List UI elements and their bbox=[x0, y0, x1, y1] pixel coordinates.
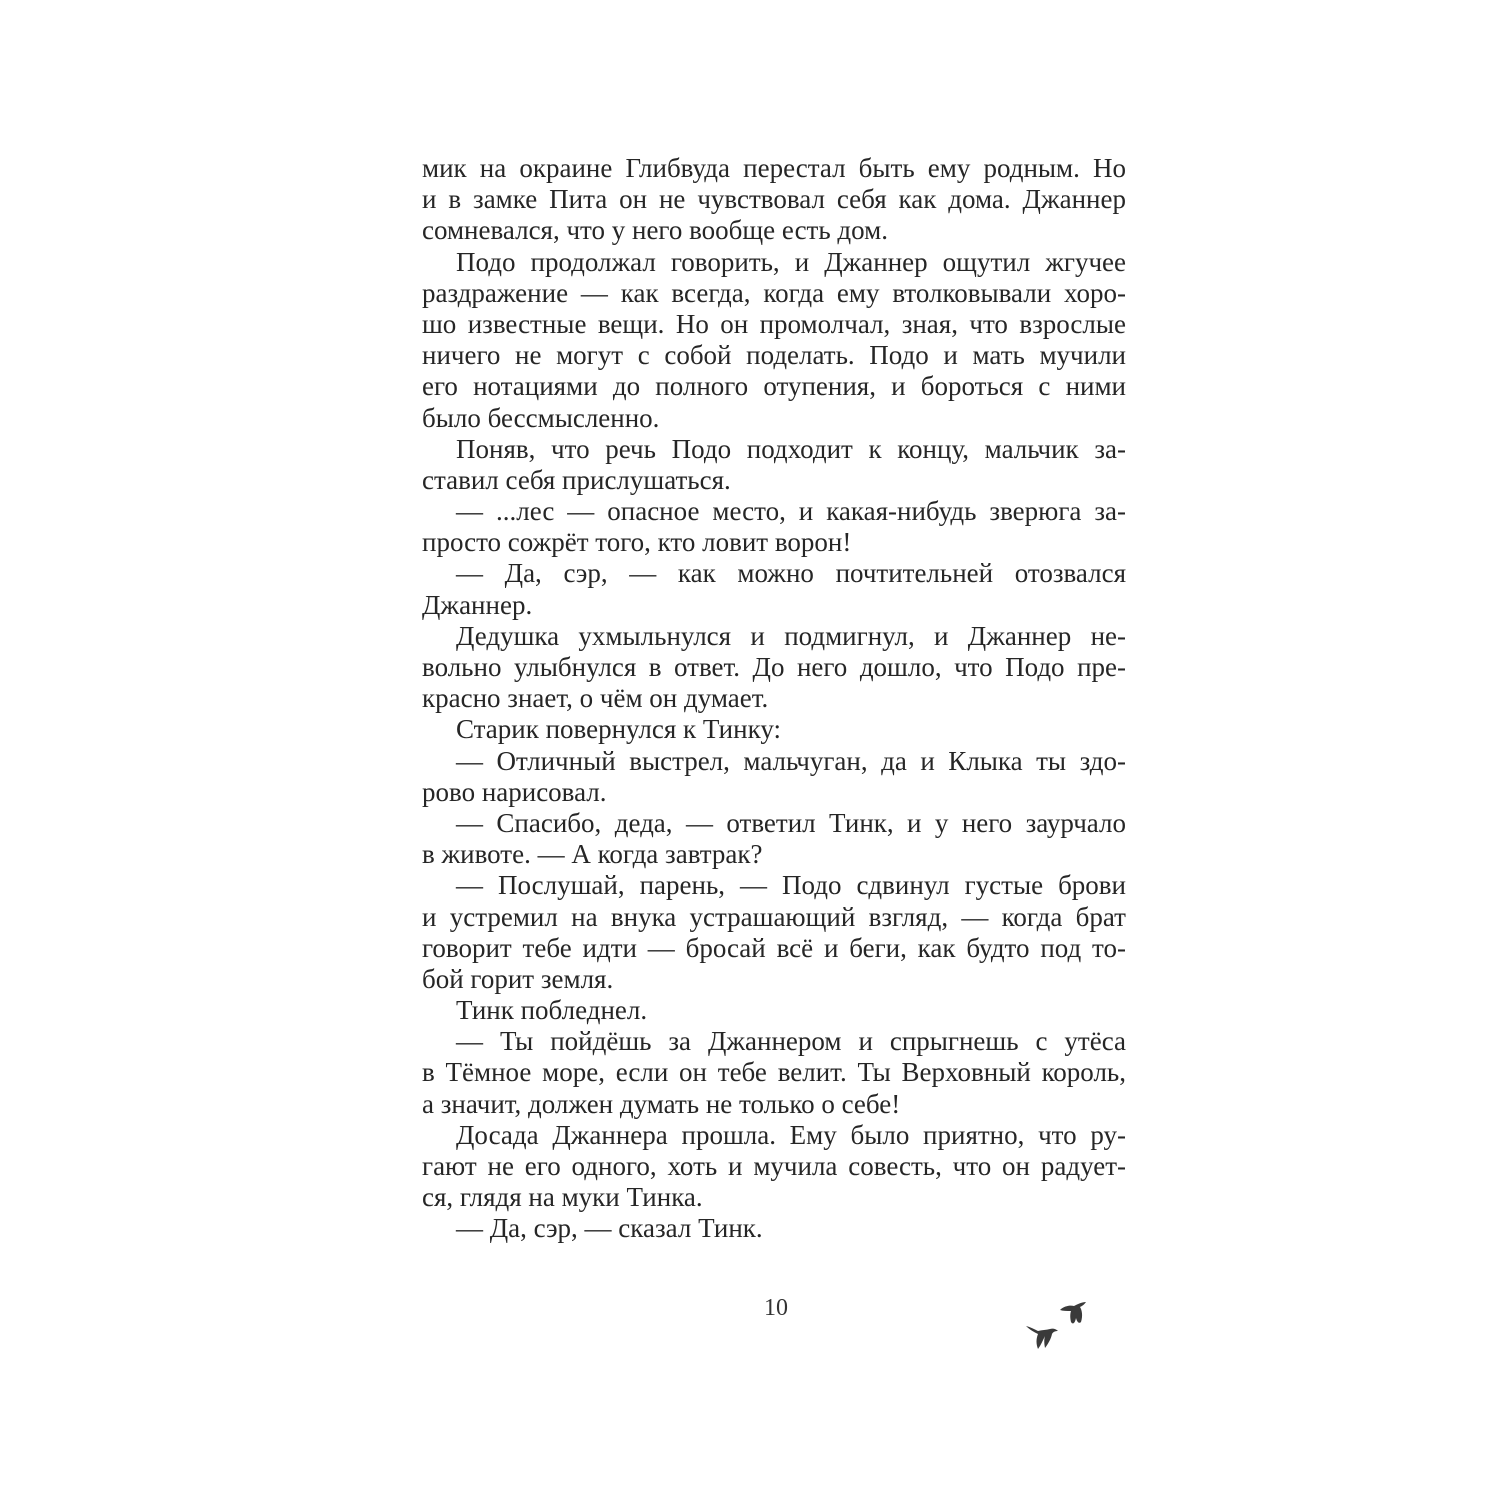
text-line: просто сожрёт того, кто ловит ворон! bbox=[422, 527, 852, 558]
text-line: раздражение — как всегда, когда ему втолковывали хоро- bbox=[422, 277, 1126, 308]
text-line: мик на окраине Глибвуда перестал быть ему родным. Но bbox=[422, 153, 1126, 183]
text-line: а значит, должен думать не только о себе! bbox=[422, 1088, 901, 1119]
text-line: Досада Джаннера прошла. Ему было приятно, что ру- bbox=[456, 1119, 1126, 1150]
text-line: красно знает, о чём он думает. bbox=[422, 683, 769, 714]
text-line: и устремил на внука устрашающий взгляд, — когда брат bbox=[422, 901, 1126, 932]
text-line: ничего не могут с собой поделать. Подо и мать мучили bbox=[422, 340, 1126, 371]
page-number: 10 bbox=[764, 1295, 788, 1321]
text-line: бой горит земля. bbox=[422, 963, 614, 994]
text-line: вольно улыбнулся в ответ. До него дошло, что Подо пре- bbox=[422, 652, 1126, 682]
text-line: — Спасибо, деда, — ответил Тинк, и у него заурчало bbox=[456, 807, 1126, 838]
text-line: — Да, сэр, — как можно почтительней отозвался bbox=[456, 558, 1126, 589]
text-line: — Да, сэр, — сказал Тинк. bbox=[456, 1213, 763, 1244]
text-line: — Отличный выстрел, мальчуган, да и Клыка ты здо- bbox=[456, 745, 1126, 776]
text-line: Дедушка ухмыльнулся и подмигнул, и Джаннер не- bbox=[456, 620, 1126, 651]
flying-birds-icon bbox=[1018, 1296, 1090, 1354]
text-line: шо известные вещи. Но он промолчал, зная, что взрослые bbox=[422, 308, 1126, 339]
text-line: ся, глядя на муки Тинка. bbox=[422, 1182, 703, 1213]
text-line: Подо продолжал говорить, и Джаннер ощутил жгучее bbox=[456, 246, 1126, 277]
text-line: в животе. — А когда завтрак? bbox=[422, 839, 763, 870]
text-line: Поняв, что речь Подо подходит к концу, мальчик за- bbox=[456, 433, 1126, 464]
text-line: в Тёмное море, если он тебе велит. Ты Верховный король, bbox=[422, 1057, 1126, 1088]
text-line: Джаннер. bbox=[422, 589, 533, 620]
text-line: ставил себя прислушаться. bbox=[422, 464, 731, 495]
text-line: и в замке Пита он не чувствовал себя как дома. Джаннер bbox=[422, 184, 1126, 215]
text-line: — Послушай, парень, — Подо сдвинул густые брови bbox=[456, 870, 1126, 901]
text-line: рово нарисовал. bbox=[422, 776, 607, 807]
text-line: — ...лес — опасное место, и какая-нибудь зверюга за- bbox=[456, 496, 1126, 527]
text-line: Тинк побледнел. bbox=[456, 995, 648, 1026]
text-line: говорит тебе идти — бросай всё и беги, как будто под то- bbox=[422, 932, 1126, 963]
text-line: гают не его одного, хоть и мучила совесть, что он радует- bbox=[422, 1151, 1126, 1181]
book-page-text bbox=[422, 153, 1126, 1245]
text-line: его нотациями до полного отупения, и бороться с ними bbox=[422, 371, 1126, 402]
text-line: было бессмысленно. bbox=[422, 402, 660, 433]
text-line: сомневался, что у него вообще есть дом. bbox=[422, 215, 888, 246]
text-line: Старик повернулся к Тинку: bbox=[456, 714, 781, 745]
text-line: — Ты пойдёшь за Джаннером и спрыгнешь с утёса bbox=[456, 1026, 1126, 1057]
